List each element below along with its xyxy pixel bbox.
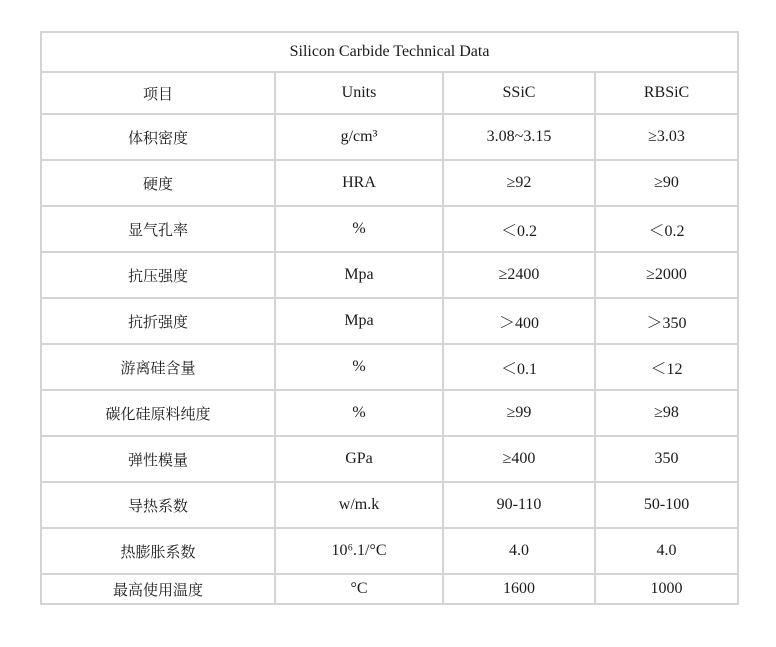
table-row	[41, 482, 738, 528]
ssic-cell: ＜0.2	[443, 206, 595, 252]
rbsic-cell: ≥2000	[595, 252, 738, 298]
ssic-cell: 1600	[443, 574, 595, 604]
ssic-cell: 3.08~3.15	[443, 114, 595, 160]
ssic-cell: ≥2400	[443, 252, 595, 298]
header-units: Units	[275, 72, 443, 114]
table-row	[41, 114, 738, 160]
units-cell: Mpa	[275, 252, 443, 298]
units-cell: GPa	[275, 436, 443, 482]
units-cell: %	[275, 390, 443, 436]
table-row	[41, 528, 738, 574]
property-cell: 游离硅含量	[41, 344, 275, 390]
table-row	[41, 252, 738, 298]
table-row	[41, 344, 738, 390]
property-cell: 体积密度	[41, 114, 275, 160]
ssic-cell: ≥92	[443, 160, 595, 206]
table-row	[41, 436, 738, 482]
units-cell: w/m.k	[275, 482, 443, 528]
ssic-cell: 4.0	[443, 528, 595, 574]
table-row	[41, 298, 738, 344]
ssic-cell: ＜0.1	[443, 344, 595, 390]
table-row	[41, 160, 738, 206]
ssic-cell: ＞400	[443, 298, 595, 344]
rbsic-cell: ≥3.03	[595, 114, 738, 160]
rbsic-cell: ≥90	[595, 160, 738, 206]
units-cell: %	[275, 344, 443, 390]
rbsic-cell: 350	[595, 436, 738, 482]
property-cell: 硬度	[41, 160, 275, 206]
units-cell: 10⁶.1/°C	[275, 528, 443, 574]
rbsic-cell: ＞350	[595, 298, 738, 344]
property-cell: 导热系数	[41, 482, 275, 528]
units-cell: g/cm³	[275, 114, 443, 160]
table-header-row	[41, 72, 738, 114]
property-cell: 抗压强度	[41, 252, 275, 298]
rbsic-cell: ＜0.2	[595, 206, 738, 252]
table-row	[41, 206, 738, 252]
property-cell: 显气孔率	[41, 206, 275, 252]
table-title-row	[41, 32, 738, 72]
units-cell: HRA	[275, 160, 443, 206]
property-cell: 弹性模量	[41, 436, 275, 482]
header-rbsic: RBSiC	[595, 72, 738, 114]
units-cell: %	[275, 206, 443, 252]
units-cell: °C	[275, 574, 443, 604]
table-row	[41, 390, 738, 436]
property-cell: 最高使用温度	[41, 574, 275, 604]
rbsic-cell: 1000	[595, 574, 738, 604]
ssic-cell: ≥99	[443, 390, 595, 436]
property-cell: 热膨胀系数	[41, 528, 275, 574]
rbsic-cell: 4.0	[595, 528, 738, 574]
rbsic-cell: 50-100	[595, 482, 738, 528]
units-cell: Mpa	[275, 298, 443, 344]
property-cell: 碳化硅原料纯度	[41, 390, 275, 436]
ssic-cell: 90-110	[443, 482, 595, 528]
silicon-carbide-data-table	[40, 31, 739, 605]
table-title: Silicon Carbide Technical Data	[41, 32, 738, 72]
rbsic-cell: ＜12	[595, 344, 738, 390]
ssic-cell: ≥400	[443, 436, 595, 482]
header-item: 项目	[41, 72, 275, 114]
header-ssic: SSiC	[443, 72, 595, 114]
property-cell: 抗折强度	[41, 298, 275, 344]
rbsic-cell: ≥98	[595, 390, 738, 436]
table-row	[41, 574, 738, 604]
